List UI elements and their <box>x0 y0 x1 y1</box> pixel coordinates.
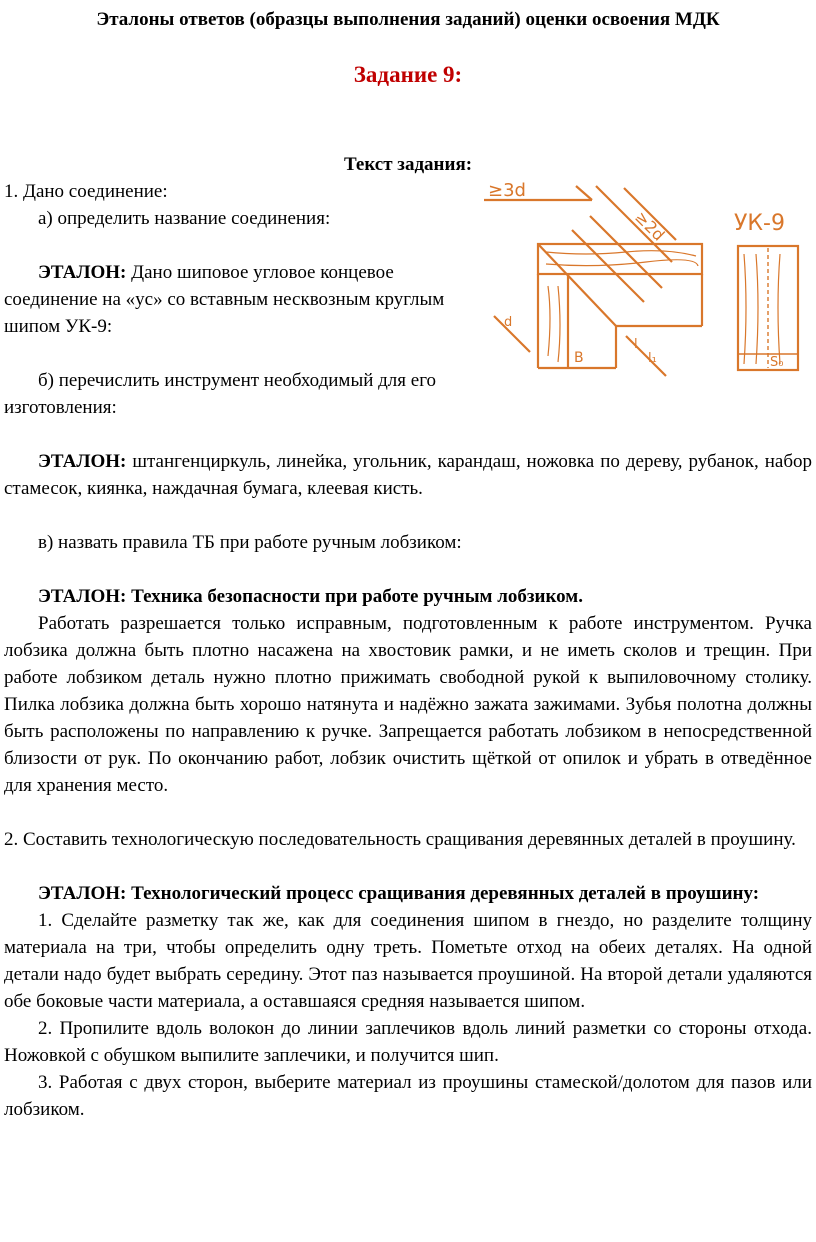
dim-l-label: l <box>634 337 638 352</box>
answer-2-label: ЭТАЛОН: Технологический процесс сращивания деревянных деталей в проушину: <box>38 883 760 904</box>
question-1b: б) перечислить инструмент необходимый для его изготовления: <box>4 370 437 418</box>
dim-b-label: В <box>574 350 584 366</box>
answer-1b-text: штангенциркуль, линейка, угольник, карандаш, ножовка по дереву, рубанок, набор стамесок, киянка, наждачная бумага, клеевая кисть. <box>4 451 812 499</box>
answer-1a-label: ЭТАЛОН: <box>38 262 127 283</box>
answer-2-step-1: 1. Сделайте разметку так же, как для соединения шипом в гнездо, но разделите толщину материала на три, чтобы определить одну треть. Пометьте отход на обеих деталях. На одной детали надо будет выбрать середину. Этот паз называется проушиной. На второй детали удаляются обе боковые части материала, а оставшаяся средняя называется шипом. <box>4 910 812 1012</box>
answer-1a <box>4 259 466 340</box>
answer-1b <box>4 448 812 502</box>
question-2: 2. Составить технологическую последовательность сращивания деревянных деталей в проушину. <box>4 829 796 850</box>
answer-1c-label: ЭТАЛОН: Техника безопасности при работе ручным лобзиком. <box>38 586 583 607</box>
answer-1c-text: Работать разрешается только исправным, подготовленным к работе инструментом. Ручка лобзика должна быть плотно насажена на хвостовик рамки, и не иметь сколов и трещин. При работе лобзиком деталь нужно плотно прижимать свободной рукой к выпиловочному столику. Пилка лобзика должна быть хорошо натянута и надёжно зажата зажимами. Зубья полотна должны быть расположены по направлению к ручке. Запрещается работать лобзиком в непосредственной близости от рук. По окончанию работ, лобзик очистить щёткой от опилок и убрать в отведённое для хранения место. <box>4 613 812 796</box>
dim-3d-label: ≥3d <box>488 180 526 201</box>
dim-2d-label: ≥2d <box>631 207 669 245</box>
answer-2-step-3: 3. Работая с двух сторон, выберите материал из проушины стамеской/долотом для пазов или лобзиком. <box>4 1072 812 1120</box>
task-text-heading: Текст задания: <box>343 154 473 175</box>
question-1a: а) определить название соединения: <box>38 208 331 229</box>
answer-1b-label: ЭТАЛОН: <box>38 451 127 472</box>
answer-2-step-2: 2. Пропилите вдоль волокон до линии заплечиков вдоль линий разметки со стороны отхода. Ножовкой с обушком выпилите заплечики, и получится шип. <box>4 1018 812 1066</box>
dim-d-label: d <box>504 315 513 330</box>
answers-body <box>4 448 812 1123</box>
dim-s0-label: S₀ <box>770 355 784 370</box>
answer-1a-text: Дано шиповое угловое концевое соединение на «ус» со вставным несквозным круглым шипом УК-9: <box>4 262 445 337</box>
joint-drawing <box>476 176 812 396</box>
question-1-column <box>4 178 466 421</box>
document-title: Эталоны ответов (образцы выполнения заданий) оценки освоения МДК <box>96 9 720 30</box>
question-1c: в) назвать правила ТБ при работе ручным лобзиком: <box>38 532 462 553</box>
code-label: УК-9 <box>734 211 785 236</box>
question-1-intro: 1. Дано соединение: <box>4 181 168 202</box>
task-title: Задание 9: <box>353 62 463 87</box>
dim-l1-label: l₁ <box>648 351 657 366</box>
